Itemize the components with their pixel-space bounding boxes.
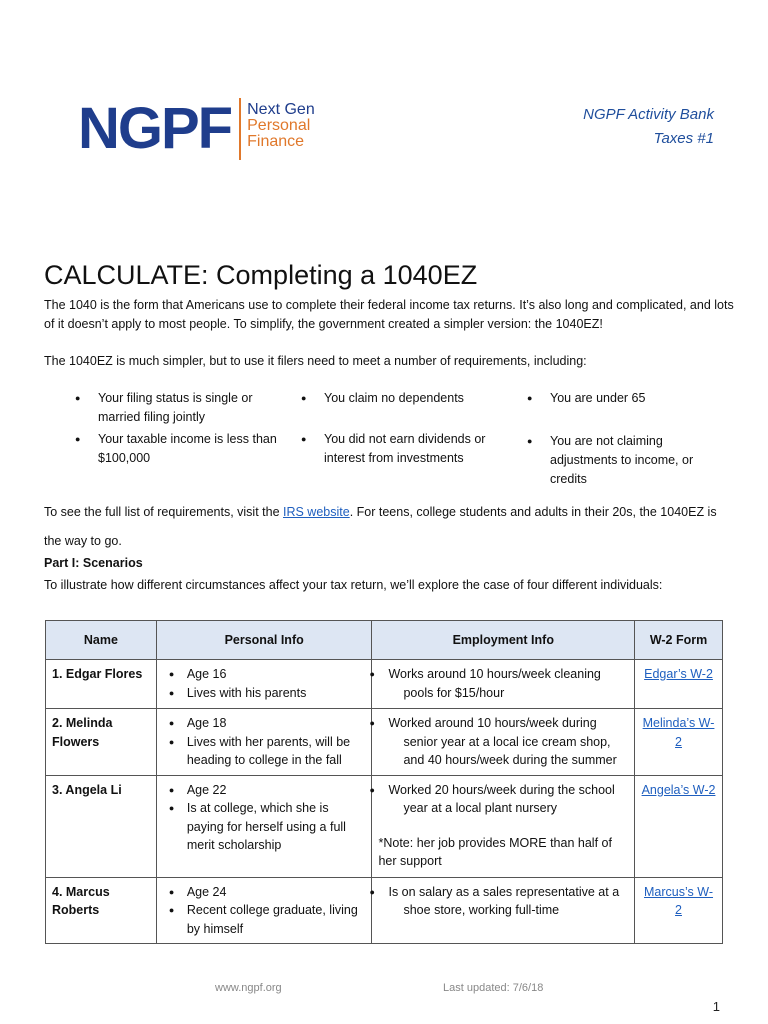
w2-cell — [635, 660, 723, 709]
personal-item: ● Is at college, which she is paying for herself using a full merit scholarship — [163, 799, 366, 855]
w2-link[interactable]: Angela’s W-2 — [641, 782, 716, 797]
ngpf-logo — [78, 96, 315, 162]
header-info — [583, 103, 714, 151]
w2-cell — [635, 877, 723, 944]
table-row — [46, 709, 723, 776]
w2-link[interactable]: Edgar’s W-2 — [644, 667, 713, 681]
table-row — [46, 775, 723, 877]
employment-item: ● Is on salary as a sales representative at a shoe store, working full-time — [378, 883, 628, 920]
lesson-label: Taxes #1 — [653, 130, 714, 147]
page-title: CALCULATE: Completing a 1040EZ — [44, 260, 478, 290]
personal-info-cell — [156, 877, 372, 944]
personal-item: ● Age 22 — [163, 781, 366, 800]
irs-website-link[interactable]: IRS website — [283, 505, 350, 519]
employment-info-cell — [372, 709, 635, 776]
logo-divider — [239, 98, 241, 160]
table-row — [46, 877, 723, 944]
personal-item: ● Lives with her parents, will be heading to college in the fall — [163, 733, 366, 770]
requirement-item: ● You are under 65 — [527, 389, 730, 408]
table-row — [46, 660, 723, 709]
person-name: 4. Marcus Roberts — [46, 877, 157, 944]
requirement-item: ● You claim no dependents — [301, 389, 504, 408]
personal-item: ● Recent college graduate, living by himself — [163, 901, 366, 938]
requirements-intro: The 1040EZ is much simpler, but to use it filers need to meet a number of requirements, including: — [44, 354, 587, 368]
logo-line-3: Finance — [247, 133, 305, 150]
w2-cell — [635, 709, 723, 776]
person-name: 2. Melinda Flowers — [46, 709, 157, 776]
activity-bank-label: NGPF Activity Bank — [583, 106, 714, 123]
logo-line-1: Next Gen — [247, 101, 315, 118]
requirement-item: ● You did not earn dividends or interest from investments — [301, 430, 504, 468]
full-list-paragraph — [44, 498, 734, 556]
requirements-list — [44, 389, 734, 489]
full-list-text-before: To see the full list of requirements, visit the — [44, 505, 283, 519]
requirement-item: ● Your taxable income is less than $100,000 — [75, 430, 278, 468]
personal-item: ● Age 24 — [163, 883, 366, 902]
scenarios-table — [45, 620, 723, 944]
w2-link[interactable]: Marcus’s W-2 — [644, 884, 714, 917]
personal-info-cell — [156, 709, 372, 776]
col-header-employment: Employment Info — [372, 621, 635, 660]
w2-link[interactable]: Melinda’s W-2 — [642, 716, 715, 749]
footer-site: www.ngpf.org — [215, 982, 282, 994]
requirement-item: ● Your filing status is single or married filing jointly — [75, 389, 278, 427]
employment-info-cell — [372, 660, 635, 709]
employment-item: ● Works around 10 hours/week cleaning pools for $15/hour — [378, 665, 628, 702]
full-list-text-after: . For teens, college students and adults in their 20s, the 1040EZ is the way to go. — [44, 505, 717, 548]
col-header-personal: Personal Info — [156, 621, 372, 660]
table-header-row — [46, 621, 723, 660]
personal-item: ● Age 18 — [163, 714, 366, 733]
personal-info-cell — [156, 660, 372, 709]
col-header-w2: W-2 Form — [635, 621, 723, 660]
logo-words — [247, 96, 315, 150]
employment-info-cell — [372, 877, 635, 944]
employment-note: *Note: her job provides MORE than half of her support — [378, 835, 612, 868]
logo-abbr: NGPF — [78, 96, 232, 161]
col-header-name: Name — [46, 621, 157, 660]
employment-item: ● Worked around 10 hours/week during senior year at a local ice cream shop, and 40 hours/week during the summer — [378, 714, 628, 770]
requirement-item: ● You are not claiming adjustments to income, or credits — [527, 432, 730, 489]
person-name: 3. Angela Li — [46, 775, 157, 877]
page-number: 1 — [712, 999, 720, 1014]
part1-heading: Part I: Scenarios — [44, 556, 143, 570]
w2-cell — [635, 775, 723, 877]
personal-info-cell — [156, 775, 372, 877]
employment-item: ● Worked 20 hours/week during the school year at a local plant nursery — [378, 781, 628, 818]
footer-updated: Last updated: 7/6/18 — [443, 982, 544, 994]
intro-paragraph: The 1040 is the form that Americans use to complete their federal income tax returns. It’s also long and complicated, and lots of it doesn’t apply to most people. To simplify, the government created a simpler version: the 1040EZ! — [44, 298, 734, 331]
personal-item: ● Age 16 — [163, 665, 366, 684]
logo-line-2: Personal — [247, 117, 311, 134]
employment-info-cell — [372, 775, 635, 877]
personal-item: ● Lives with his parents — [163, 684, 366, 703]
person-name: 1. Edgar Flores — [46, 660, 157, 709]
part1-text: To illustrate how different circumstances affect your tax return, we’ll explore the case of four different individuals: — [44, 578, 663, 592]
